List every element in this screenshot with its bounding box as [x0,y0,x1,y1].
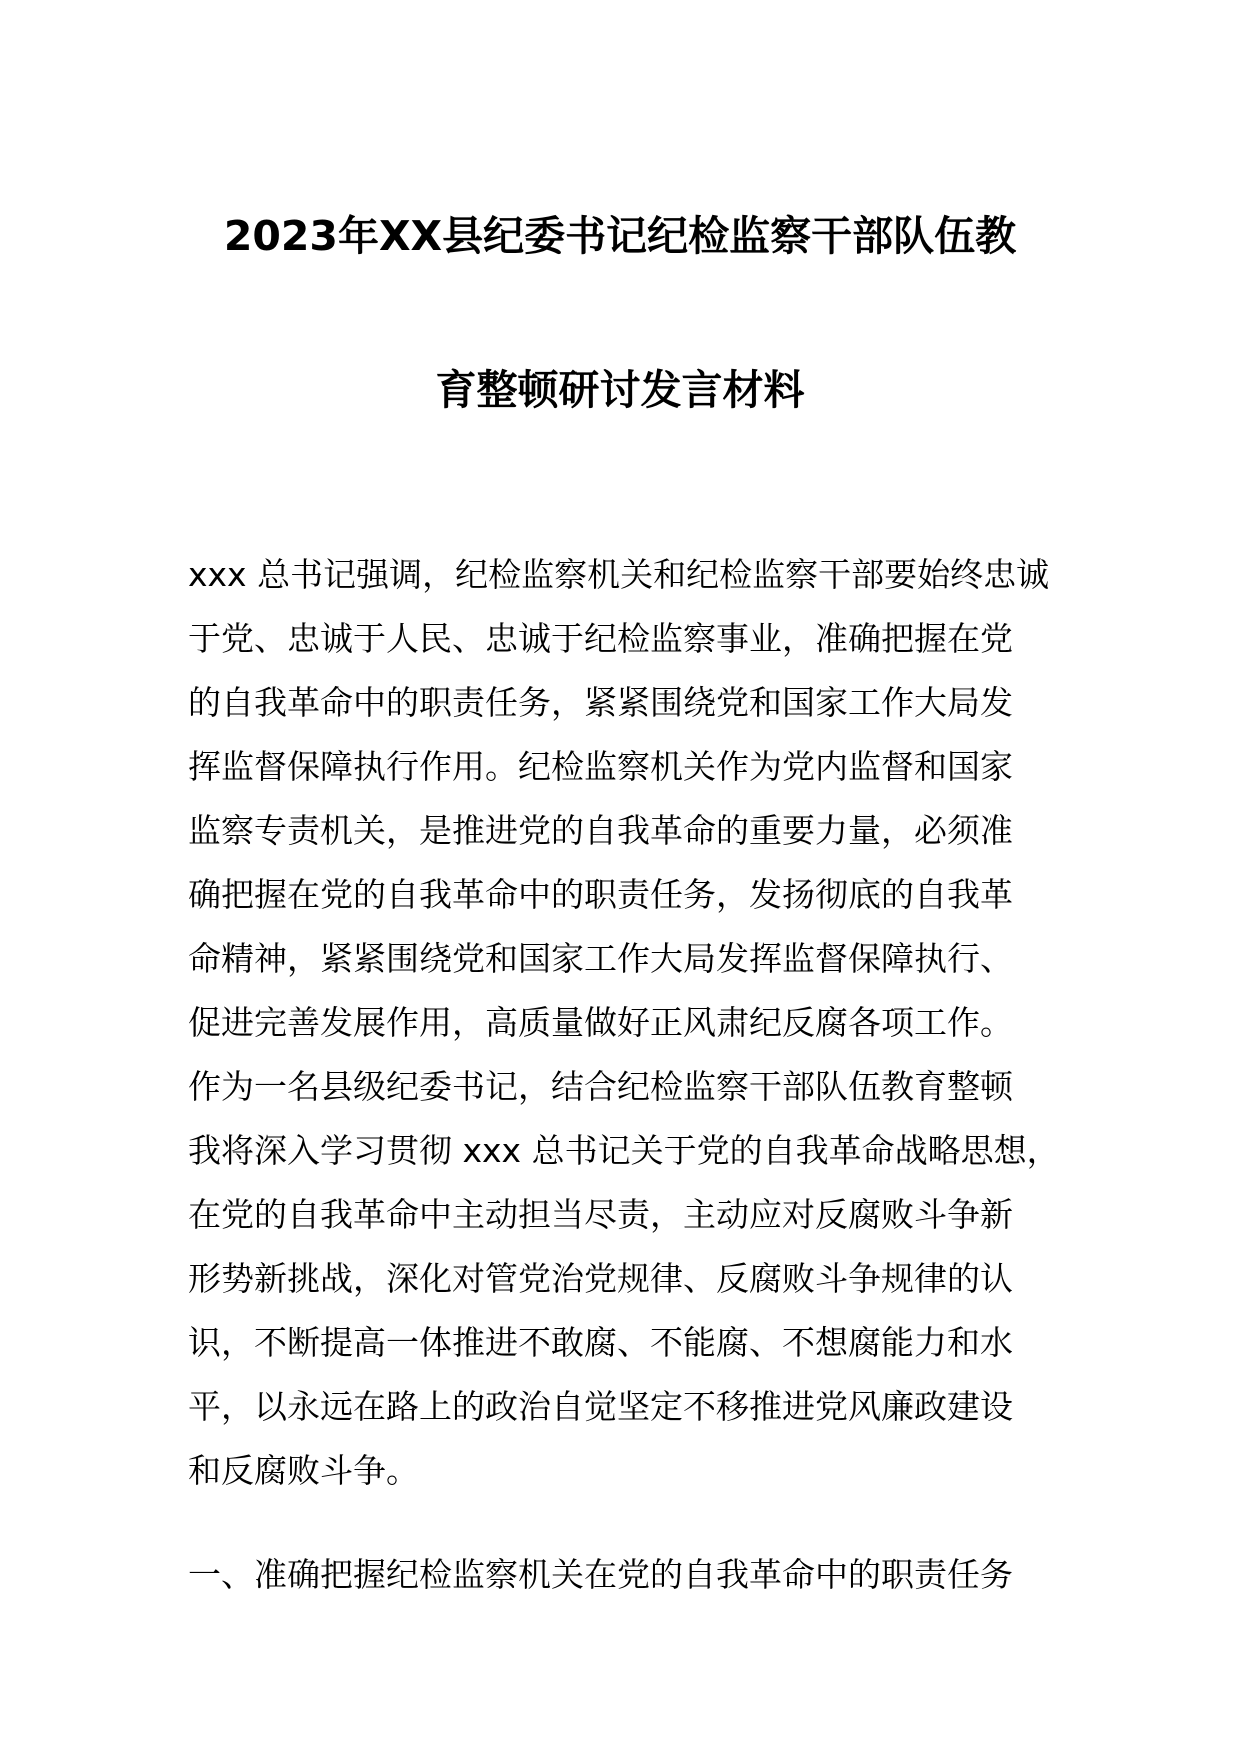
paragraph-line: xxx 总书记强调，纪检监察机关和纪检监察干部要始终忠诚 [188,555,1050,594]
paragraph-line: 我将深入学习贯彻 xxx 总书记关于党的自我革命战略思想， [188,1131,1060,1170]
paragraph-line: 平，以永远在路上的政治自觉坚定不移推进党风廉政建设 [188,1387,1013,1426]
section-heading-1 [188,1543,1068,1607]
paragraph-line: 形势新挑战，深化对管党治党规律、反腐败斗争规律的认 [188,1259,1013,1298]
paragraph-line: 于党、忠诚于人民、忠诚于纪检监察事业，准确把握在党 [188,619,1013,658]
paragraph-line: 监察专责机关，是推进党的自我革命的重要力量，必须准 [188,811,1013,850]
document-title-line-2: 育整顿研讨发言材料 [435,366,805,414]
paragraph-line: 挥监督保障执行作用。纪检监察机关作为党内监督和国家 [188,747,1013,786]
paragraph-line: 识，不断提高一体推进不敢腐、不能腐、不想腐能力和水 [188,1323,1013,1362]
paragraph-line: 作为一名县级纪委书记，结合纪检监察干部队伍教育整顿 [188,1067,1013,1106]
section-heading-text: 一、准确把握纪检监察机关在党的自我革命中的职责任务 [188,1555,1013,1594]
paragraph-line: 和反腐败斗争。 [188,1451,419,1490]
paragraph-line: 在党的自我革命中主动担当尽责，主动应对反腐败斗争新 [188,1195,1013,1234]
document-title-line-1: 2023年XX县纪委书记纪检监察干部队伍教 [223,212,1017,260]
paragraph-line: 的自我革命中的职责任务，紧紧围绕党和国家工作大局发 [188,683,1013,722]
paragraph-line: 促进完善发展作用，高质量做好正风肃纪反腐各项工作。 [188,1003,1013,1042]
paragraph-line: 确把握在党的自我革命中的职责任务，发扬彻底的自我革 [188,875,1013,914]
body-paragraph-1 [188,543,1068,1503]
paragraph-line: 命精神，紧紧围绕党和国家工作大局发挥监督保障执行、 [188,939,1013,978]
